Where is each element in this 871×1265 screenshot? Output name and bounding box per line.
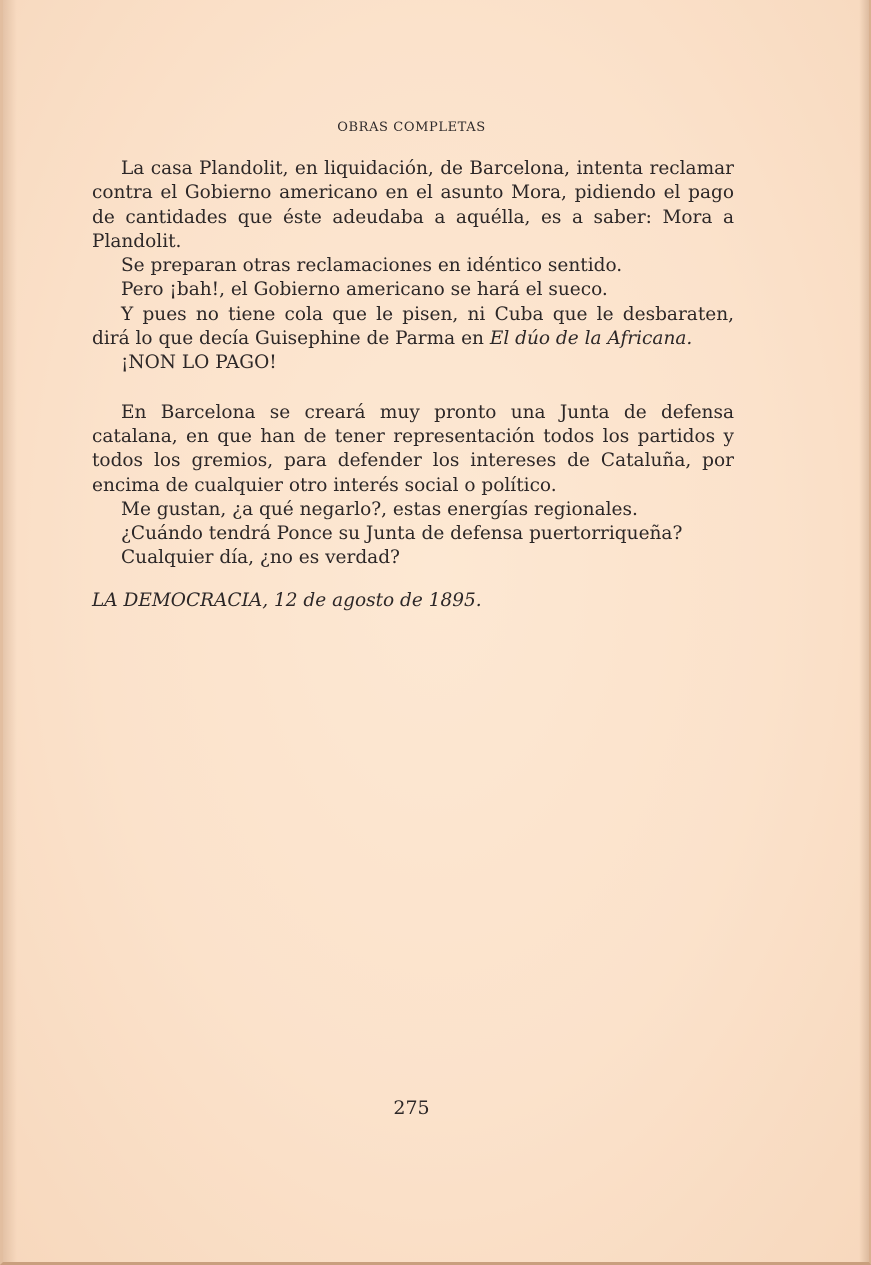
section-break xyxy=(92,376,734,401)
paragraph-cuba-text: Y pues no tiene cola que le pisen, ni Cuba que le desbaraten, dirá lo que decía Guisephine de Parma en xyxy=(92,303,734,350)
paragraph-sueco: Pero ¡bah!, el Gobierno americano se hará el sueco. xyxy=(121,279,608,301)
source-signature: LA DEMOCRACIA, 12 de agosto de 1895. xyxy=(92,589,482,611)
work-title-italic: El dúo de la Africana. xyxy=(489,328,693,350)
running-head: OBRAS COMPLETAS xyxy=(337,120,486,135)
paragraph-reclamaciones: Se preparan otras reclamaciones en idéntico sentido. xyxy=(121,255,623,277)
paragraph-ponce: ¿Cuándo tendrá Ponce su Junta de defensa puertorriqueña? xyxy=(121,523,683,545)
page-number: 275 xyxy=(393,1097,430,1119)
paragraph-plandolit: La casa Plandolit, en liquidación, de Barcelona, intenta reclamar contra el Gobierno americano en el asunto Mora, pidiendo el pago de cantidades que éste adeudaba a aquélla, es a saber: Mora a Plandolit. xyxy=(92,158,734,252)
paragraph-energias: Me gustan, ¿a qué negarlo?, estas energías regionales. xyxy=(121,498,638,520)
paragraph-non-lo-pago: ¡NON LO PAGO! xyxy=(121,352,277,374)
paragraph-verdad: Cualquier día, ¿no es verdad? xyxy=(121,547,400,569)
paragraph-junta-defensa: En Barcelona se creará muy pronto una Junta de defensa catalana, en que han de tener representación todos los partidos y todos los gremios, para defender los intereses de Cataluña, por encima de cualquier otro interés social o político. xyxy=(92,401,734,496)
paragraph-cuba xyxy=(92,303,734,352)
article-body xyxy=(92,157,734,613)
